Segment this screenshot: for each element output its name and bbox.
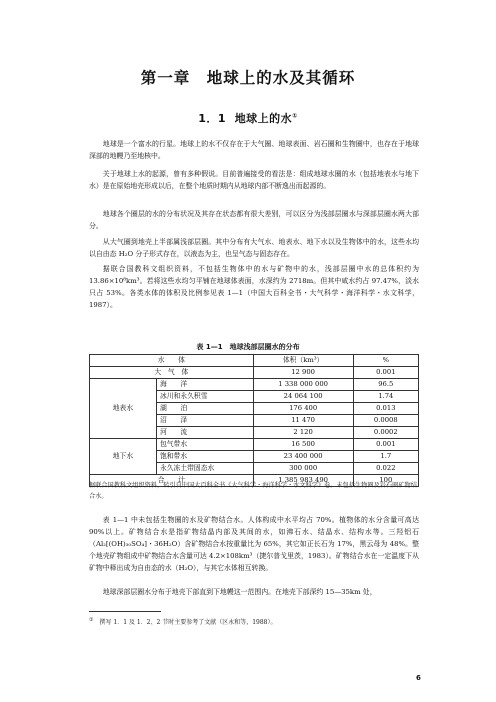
table-cell: 100 <box>353 475 418 487</box>
table-cell: 0.0008 <box>353 415 418 427</box>
table-header: % <box>353 355 418 367</box>
table-header: 水 体 <box>90 355 254 367</box>
section-title <box>0 110 496 126</box>
paragraph: 据联合国教科文组织资料，不包括生物体中的水与矿物中的水，浅部层圈中水的总体积约为 13.86×10⁸km³。若将这些水均匀平铺在地球体表面，水深约为 2718m。但其中咸水约占 97.47%，淡水只占 53%。各类水体的体积及比例参见表 1—1（中国大百科全书・大气科学・海洋科学・水文科学，1987）。 <box>89 265 419 309</box>
table-row <box>90 367 419 379</box>
table-header: 体积（km³） <box>253 355 353 367</box>
paragraph: 表 1—1 中未包括生物圈的水及矿物结合水。人体构成中水平均占 70%。植物体的水分含量可高达 90%以上。矿物结合水是指矿物结晶内部及其间的水，如沸石水、结晶水、结构水等。三羟铝石（Al₂[(OH)₃₀SO₄]・36H₂O）含矿物结合水按重量比为 65%，其它如正长石为 17%，黑云母为 48%。整个地壳矿物组成中矿物结合水含量可达 4.2×108km³（捷尔普戈里茨，1983）。矿物结合水在一定温度下从矿物中释出成为自由态的水（H₂O），与其它水体相互转换。 <box>89 516 419 572</box>
table-cell: 16 500 <box>253 439 353 451</box>
table-cell: 沼 泽 <box>156 415 253 427</box>
footnote <box>89 617 276 626</box>
table-cell: 1.74 <box>353 391 418 403</box>
table-cell: 湖 泊 <box>156 403 253 415</box>
table-group-cell: 地下水 <box>90 439 157 475</box>
table-cell: 河 流 <box>156 427 253 439</box>
chapter-title: 第一章 地球上的水及其循环 <box>140 69 356 87</box>
table-title: 表 1—1 地球浅部层圈水的分布 <box>196 343 300 351</box>
table-cell: 1 385 983 490 <box>253 475 353 487</box>
footnote-mark[interactable]: ① <box>292 112 298 120</box>
section-number: 1．1 <box>198 112 227 125</box>
table-cell: 1.7 <box>353 451 418 463</box>
table-cell: 23 400 000 <box>253 451 353 463</box>
table-cell: 2 120 <box>253 427 353 439</box>
paragraph: 地球各个圈层的水的分布状况及其存在状态都有很大差别，可以区分为浅部层圈水与深部层圈水两大部分。 <box>89 210 419 230</box>
footnote-mark: ① <box>89 617 94 623</box>
page-number: 6 <box>416 674 421 682</box>
footnote-text: 撰写 1．1 及 1．2、2 节时主要参考了文献（区永和等，1988）。 <box>99 619 277 626</box>
table-cell: 0.013 <box>353 403 418 415</box>
table-cell: 海 洋 <box>156 379 253 391</box>
table-cell: 冰川和永久积雪 <box>156 391 253 403</box>
table-cell: 大 气 体 <box>90 367 254 379</box>
table-cell: 0.0002 <box>353 427 418 439</box>
table-cell: 0.022 <box>353 463 418 475</box>
section-title-text: 地球上的水 <box>234 112 293 125</box>
table-row <box>90 439 419 451</box>
table-cell: 96.5 <box>353 379 418 391</box>
water-distribution-table <box>89 354 419 487</box>
paragraph: 关于地球上水的起源，曾有多种假说。目前普遍接受的看法是：组成地球水圈的水（包括地表水与地下水）是在原始地壳形成以后，在整个地质时期内从地球内部不断逸出而起源的。 <box>89 170 419 190</box>
table-cell: 永久冻土带固态水 <box>156 463 253 475</box>
table-cell: 0.001 <box>353 367 418 379</box>
table-cell: 合 计 <box>90 475 254 487</box>
paragraph: 地球是一个富水的行星。地球上的水不仅存在于大气圈、地球表面、岩石圈和生物圈中，也存在于地球深部的地幔乃至地核中。 <box>89 140 419 160</box>
table-note: 据联合国教科文组织资料，转引自中国大百科全书《大气科学・海洋科学・水文科学》卷。未包括生物圈及岩石圈矿物结合水。 <box>89 482 417 500</box>
paragraph: 从大气圈到地壳上半部属浅部层圈。其中分布有大气水、地表水、地下水以及生物体中的水，这些水均以自由态 H₂O 分子形式存在，以液态为主，也呈气态与固态存在。 <box>89 238 419 258</box>
table-cell: 176 400 <box>253 403 353 415</box>
table-cell: 24 064 100 <box>253 391 353 403</box>
table-cell: 11 470 <box>253 415 353 427</box>
table-row <box>90 379 419 391</box>
table-cell: 饱和带水 <box>156 451 253 463</box>
table-cell: 包气带水 <box>156 439 253 451</box>
footnote-divider <box>89 611 161 612</box>
table-group-cell: 地表水 <box>90 379 157 439</box>
paragraph: 地球深部层圈水分布于地壳下部直到下地幔这一范围内。在地壳下部深约 15—35km 处， <box>102 588 377 596</box>
table-header-row <box>90 355 419 367</box>
table-cell: 0.001 <box>353 439 418 451</box>
table-cell: 300 000 <box>253 463 353 475</box>
table-cell: 1 338 000 000 <box>253 379 353 391</box>
table-cell: 12 900 <box>253 367 353 379</box>
